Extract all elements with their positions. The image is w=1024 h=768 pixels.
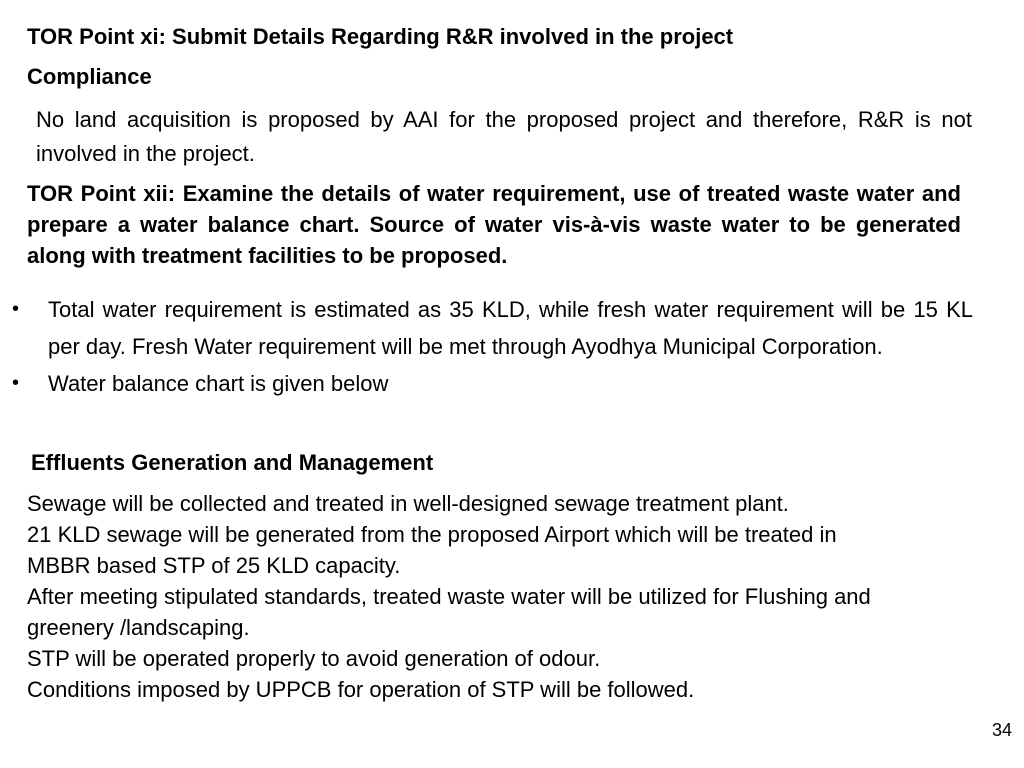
list-item — [12, 365, 973, 402]
text-line: 21 KLD sewage will be generated from the proposed Airport which will be treated in — [27, 522, 837, 547]
text-line: Conditions imposed by UPPCB for operation of STP will be followed. — [27, 677, 695, 702]
water-requirement-list — [12, 291, 973, 402]
bullet-icon: • — [12, 372, 20, 394]
text-line: After meeting stipulated standards, treated waste water will be utilized for Flushing and — [27, 584, 871, 609]
text-line: STP will be operated properly to avoid generation of odour. — [27, 646, 601, 671]
tor-xii-heading: TOR Point xii: Examine the details of water requirement, use of treated waste water and prepare a water balance chart. Source of water vis-à-vis waste water to be generated along with treatment facilities to be proposed. — [27, 181, 961, 268]
tor-xi-heading: TOR Point xi: Submit Details Regarding R&R involved in the project — [27, 24, 734, 49]
compliance-heading: Compliance — [27, 64, 152, 89]
text-line: greenery /landscaping. — [27, 615, 250, 640]
text-line: Sewage will be collected and treated in well-designed sewage treatment plant. — [27, 491, 789, 516]
page-number: 34 — [991, 720, 1012, 740]
list-item-text: Total water requirement is estimated as 35 KLD, while fresh water requirement will be 15 KL per day. Fresh Water requirement will be met through Ayodhya Municipal Corporation. — [48, 297, 973, 359]
compliance-paragraph: No land acquisition is proposed by AAI for the proposed project and therefore, R&R is not involved in the project. — [36, 107, 972, 166]
text-line: MBBR based STP of 25 KLD capacity. — [27, 553, 401, 578]
bullet-icon: • — [12, 298, 20, 320]
effluents-heading: Effluents Generation and Management — [31, 450, 434, 475]
effluents-paragraph — [27, 488, 1017, 705]
list-item-text: Water balance chart is given below — [48, 371, 389, 396]
list-item — [12, 291, 973, 365]
